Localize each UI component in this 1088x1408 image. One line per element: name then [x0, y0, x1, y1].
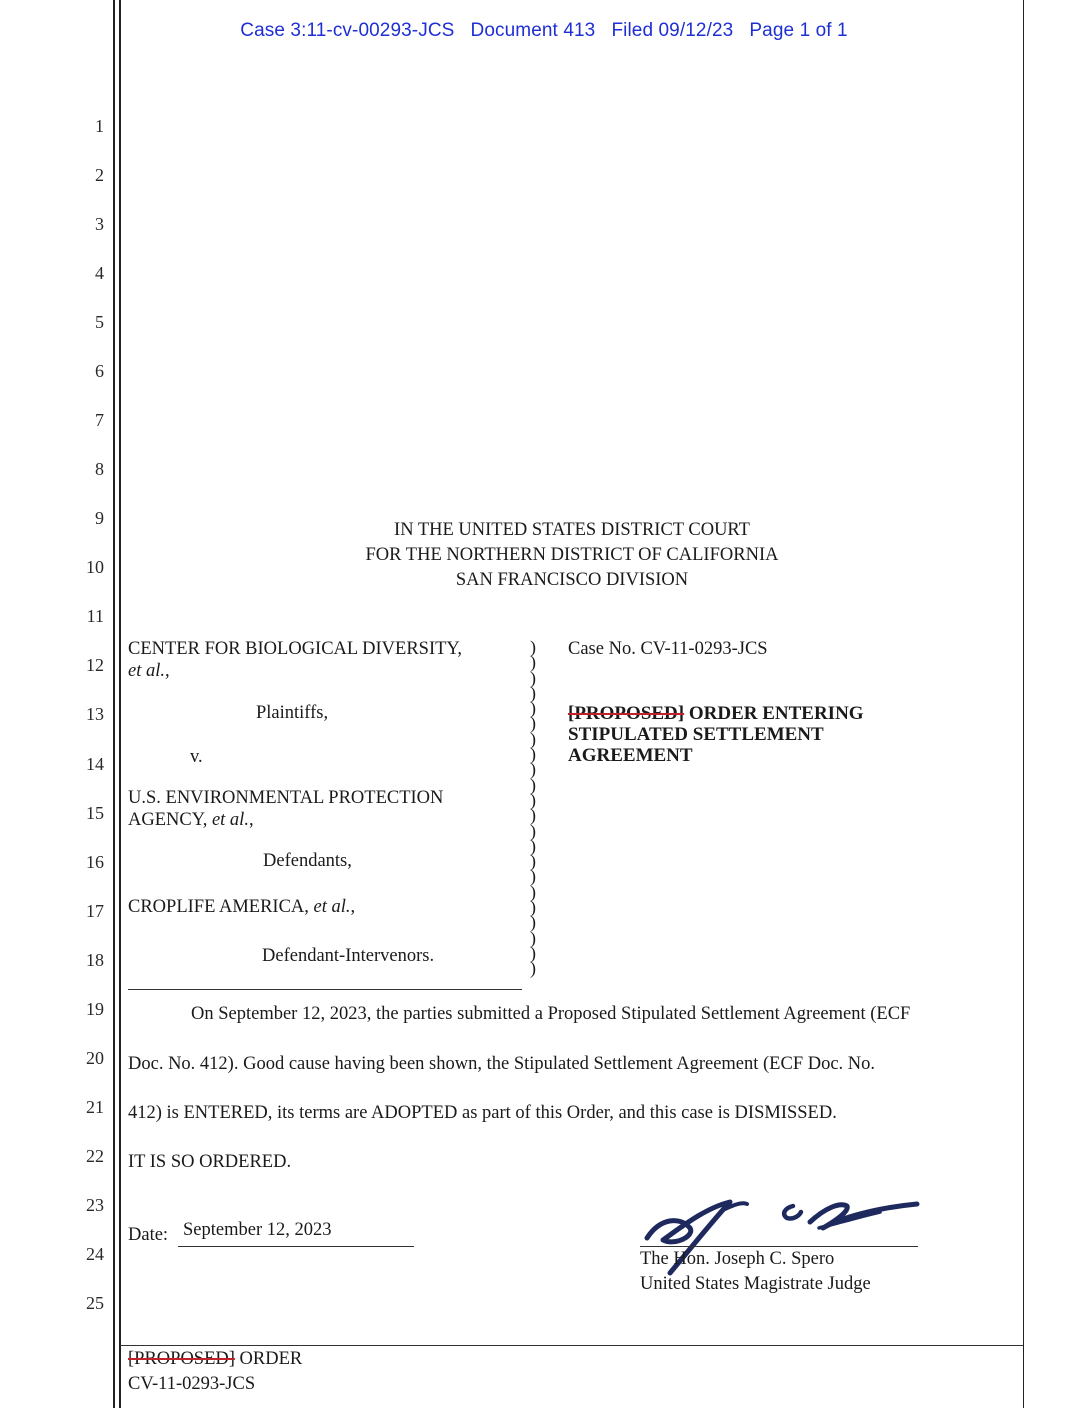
body-line: 412) is ENTERED, its terms are ADOPTED as part of this Order, and this case is DISMISSED. — [128, 1103, 837, 1123]
defendant-name-line2 — [128, 811, 254, 830]
line-number: 2 — [95, 165, 104, 185]
document-title — [568, 703, 864, 766]
ecf-filing-header: Case 3:11-cv-00293-JCS Document 413 Filed 09/12/23 Page 1 of 1 — [240, 20, 848, 41]
court-heading-line: FOR THE NORTHERN DISTRICT OF CALIFORNIA — [365, 545, 779, 565]
date-value: September 12, 2023 — [183, 1220, 332, 1240]
document-title-line — [568, 703, 864, 724]
plaintiff-etal-suffix: , — [165, 661, 170, 681]
margin-rule-left-outer — [113, 0, 115, 1408]
body-line: Doc. No. 412). Good cause having been shown, the Stipulated Settlement Agreement (ECF Doc. No. — [128, 1054, 876, 1074]
case-number: Case No. CV-11-0293-JCS — [568, 639, 768, 659]
line-number: 24 — [86, 1244, 104, 1264]
line-number: 6 — [95, 361, 104, 381]
intervenor-etal-suffix: , — [350, 897, 356, 917]
signature-underline — [640, 1246, 918, 1247]
defendant-etal: et al. — [211, 810, 249, 830]
defendant-etal-suffix: , — [248, 810, 254, 830]
intervenor-etal: et al. — [313, 897, 351, 917]
document-title-line: AGREEMENT — [568, 745, 693, 766]
line-number: 20 — [86, 1048, 104, 1068]
document-title-line: STIPULATED SETTLEMENT — [568, 724, 824, 745]
footer-divider — [120, 1345, 1023, 1346]
footer-proposed-strikethrough: [PROPOSED] — [128, 1349, 235, 1369]
line-number: 3 — [95, 214, 104, 234]
line-number: 10 — [86, 557, 104, 577]
line-number: 7 — [95, 410, 104, 430]
body-line: On September 12, 2023, the parties submitted a Proposed Stipulated Settlement Agreement (ECF — [191, 1004, 911, 1024]
line-number: 8 — [95, 459, 104, 479]
line-number: 12 — [86, 655, 104, 675]
plaintiff-etal: et al. — [128, 661, 165, 681]
line-number: 23 — [86, 1195, 104, 1215]
defendant-name: AGENCY, — [128, 810, 212, 830]
line-number: 21 — [86, 1097, 104, 1117]
court-heading — [120, 518, 1024, 593]
defendants-label: Defendants, — [263, 851, 352, 871]
intervenor-name-line — [128, 898, 355, 917]
so-ordered-line: IT IS SO ORDERED. — [128, 1152, 292, 1172]
line-number: 15 — [86, 803, 104, 823]
line-number: 16 — [86, 852, 104, 872]
line-number: 22 — [86, 1146, 104, 1166]
margin-rule-right — [1023, 0, 1024, 1408]
plaintiff-etal-line — [128, 662, 170, 681]
footer-document-label — [128, 1350, 302, 1369]
defendant-name-line1: U.S. ENVIRONMENTAL PROTECTION — [128, 788, 444, 808]
line-number: 18 — [86, 950, 104, 970]
line-number: 11 — [86, 606, 104, 626]
line-number: 5 — [95, 312, 104, 332]
line-number: 14 — [86, 754, 104, 774]
proposed-strikethrough: [PROPOSED] — [568, 703, 685, 724]
line-number: 13 — [86, 704, 104, 724]
line-number: 19 — [86, 999, 104, 1019]
margin-rule-left-inner — [119, 0, 121, 1408]
judge-title: United States Magistrate Judge — [640, 1274, 871, 1294]
date-underline — [178, 1246, 414, 1247]
plaintiff-name: CENTER FOR BIOLOGICAL DIVERSITY, — [128, 639, 463, 659]
judge-name: The Hon. Joseph C. Spero — [640, 1249, 835, 1269]
plaintiffs-label: Plaintiffs, — [256, 703, 329, 723]
versus-label: v. — [190, 747, 203, 767]
footer-order-label: ORDER — [234, 1349, 303, 1369]
intervenors-label: Defendant-Intervenors. — [262, 946, 435, 966]
line-number: 17 — [86, 901, 104, 921]
line-number: 1 — [95, 116, 104, 136]
caption-parenthesis-column: ) ) ) ) ) ) ) ) ) ) ) ) ) ) ) ) ) ) ) ) ) ) — [530, 637, 536, 979]
footer-case-ref: CV-11-0293-JCS — [128, 1374, 256, 1394]
court-heading-line: IN THE UNITED STATES DISTRICT COURT — [394, 520, 750, 540]
title-line1-rest: ORDER ENTERING — [684, 703, 864, 724]
caption-divider — [128, 989, 522, 990]
date-label: Date: — [128, 1225, 169, 1245]
intervenor-name: CROPLIFE AMERICA, — [128, 897, 314, 917]
court-heading-line: SAN FRANCISCO DIVISION — [455, 570, 689, 590]
line-number: 25 — [86, 1293, 104, 1313]
line-number: 4 — [95, 263, 104, 283]
line-number: 9 — [95, 508, 104, 528]
